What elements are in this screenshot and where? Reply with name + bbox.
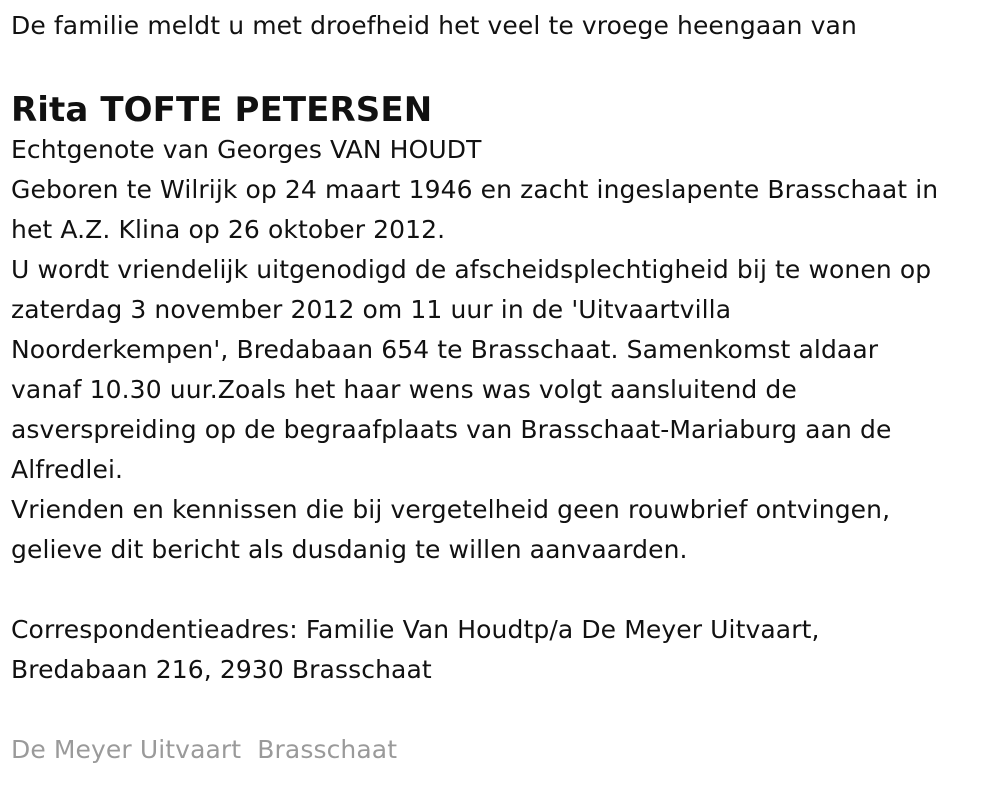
friends-line: Vrienden en kennissen die bij vergetelheid geen rouwbrief ontvingen, xyxy=(11,495,891,524)
invitation-line: Noorderkempen', Bredabaan 654 te Brasschaat. Samenkomst aldaar xyxy=(11,335,879,364)
correspondence-line: Bredabaan 216, 2930 Brasschaat xyxy=(11,655,432,684)
correspondence-line: Correspondentieadres: Familie Van Houdtp/a De Meyer Uitvaart, xyxy=(11,615,820,644)
born-line: het A.Z. Klina op 26 oktober 2012. xyxy=(11,215,446,244)
invitation-line: vanaf 10.30 uur.Zoals het haar wens was volgt aansluitend de xyxy=(11,375,797,404)
spacer xyxy=(11,570,996,610)
invitation-line: zaterdag 3 november 2012 om 11 uur in de 'Uitvaartvilla xyxy=(11,295,732,324)
spouse-text: Echtgenote van Georges VAN HOUDT xyxy=(11,135,482,164)
born-line: Geboren te Wilrijk op 24 maart 1946 en zacht ingeslapente Brasschaat in xyxy=(11,175,939,204)
deceased-name: Rita TOFTE PETERSEN xyxy=(11,90,433,130)
spacer xyxy=(11,690,996,730)
invitation-line: U wordt vriendelijk uitgenodigd de afscheidsplechtigheid bij te wonen op xyxy=(11,255,932,284)
friends-line: gelieve dit bericht als dusdanig te willen aanvaarden. xyxy=(11,535,688,564)
death-notice xyxy=(11,6,996,770)
funeral-home-footer: De Meyer Uitvaart Brasschaat xyxy=(11,735,398,764)
invitation-line: Alfredlei. xyxy=(11,455,124,484)
intro-text: De familie meldt u met droefheid het veel te vroege heengaan van xyxy=(11,11,857,40)
invitation-line: asverspreiding op de begraafplaats van Brasschaat-Mariaburg aan de xyxy=(11,415,892,444)
